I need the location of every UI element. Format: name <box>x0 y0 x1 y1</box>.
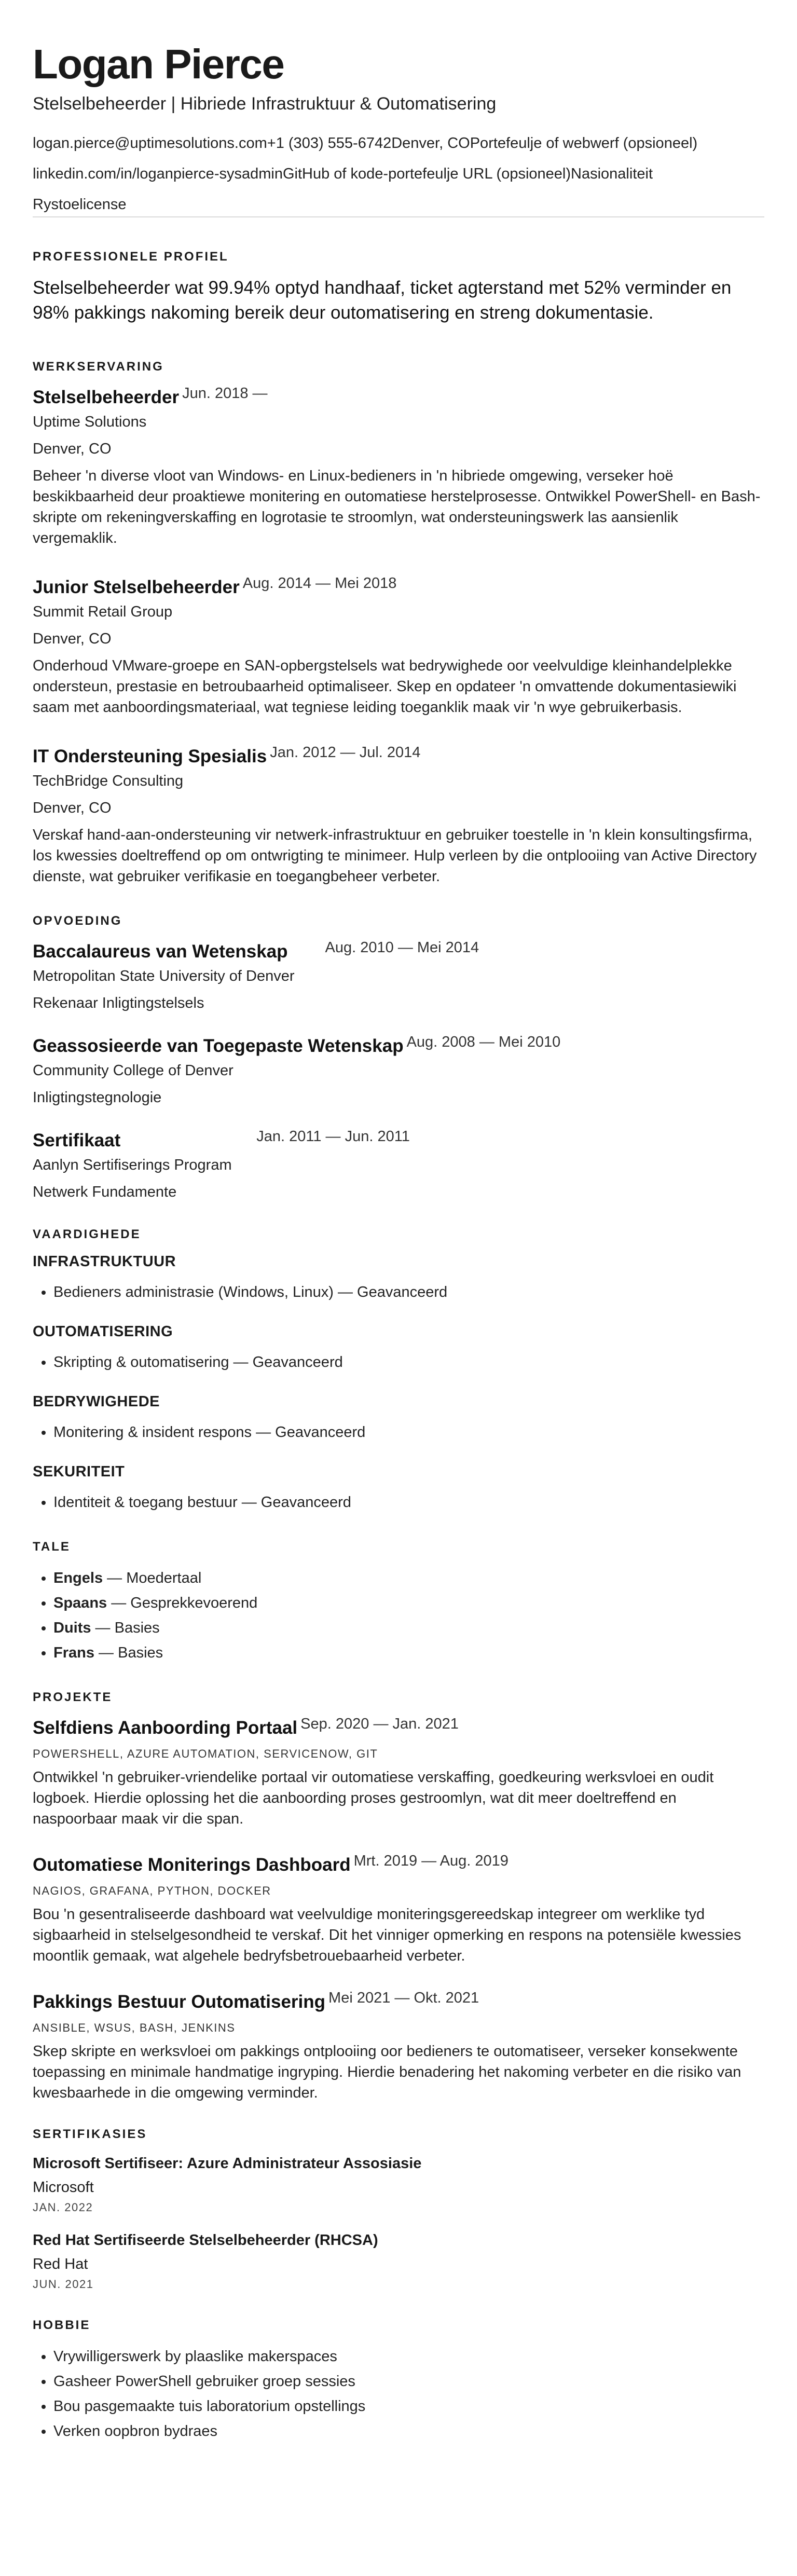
degree-title: Geassosieerde van Toegepaste Wetenskap <box>33 1036 404 1056</box>
section-title: HOBBIE <box>33 2318 91 2332</box>
section-title: OPVOEDING <box>33 914 122 928</box>
education-entry <box>33 940 764 1013</box>
section-title: WERKSERVARING <box>33 360 164 374</box>
job-company: Summit Retail Group <box>33 604 173 620</box>
hobby-item: • Vrywilligerswerk by plaaslike makerspaces <box>53 2344 764 2369</box>
degree-title: Baccalaureus van Wetenskap <box>33 941 288 962</box>
skills-section <box>33 1227 764 1515</box>
certification-name: Red Hat Sertifiseerde Stelselbeheerder (RHCSA) <box>33 2232 378 2249</box>
education-entry <box>33 1129 764 1202</box>
candidate-headline: Stelselbeheerder | Hibriede Infrastruktuur & Outomatisering <box>33 94 497 114</box>
job-company: Uptime Solutions <box>33 414 147 430</box>
language-level: — Basies <box>94 1645 163 1661</box>
profile-summary: Stelselbeheerder wat 99.94% optyd handhaaf, ticket agterstand met 52% verminder en 98% pakkings nakoming bereik deur outomatisering en streng dokumentasie. <box>33 278 732 323</box>
experience-section <box>33 360 764 887</box>
job-location: Denver, CO <box>33 800 112 816</box>
language-list <box>33 1566 764 1665</box>
project-tech: NAGIOS, GRAFANA, PYTHON, DOCKER <box>33 1884 271 1897</box>
skill-item: • Monitering & insident respons — Geavanceerd <box>53 1420 764 1445</box>
contact-github[interactable]: GitHub of kode-portefeulje URL (opsioneel) <box>282 166 571 182</box>
job-location: Denver, CO <box>33 441 112 457</box>
profile-section <box>33 250 764 325</box>
project-description: Bou 'n gesentraliseerde dashboard wat veelvuldige moniteringsgereedskap integreer om werklike tyd sigbaarheid in stelselgesondheid te verskaf. Dit het vinniger opmerking en respons na potensiële kwessies moontlik gemaak, wat algehele bedryfsbetrouebaarheid verbeter. <box>33 1906 741 1964</box>
certification-date: JUN. 2021 <box>33 2278 94 2291</box>
degree-field: Rekenaar Inligtingstelsels <box>33 995 204 1011</box>
language-item <box>53 1566 764 1591</box>
job-dates: Aug. 2014 — Mei 2018 <box>242 575 397 592</box>
job-dates: Jun. 2018 — <box>182 385 268 402</box>
skill-category: OUTOMATISERING <box>33 1323 173 1340</box>
section-title: PROFESSIONELE PROFIEL <box>33 250 229 264</box>
section-title: TALE <box>33 1540 71 1554</box>
projects-section <box>33 1690 764 2103</box>
section-title: PROJEKTE <box>33 1690 113 1704</box>
language-level: — Gesprekkevoerend <box>107 1595 258 1611</box>
resume-header <box>33 40 764 115</box>
language-item <box>53 1640 764 1665</box>
certification-issuer: Red Hat <box>33 2256 88 2272</box>
project-name: Outomatiese Moniterings Dashboard <box>33 1855 351 1875</box>
degree-dates: Aug. 2008 — Mei 2010 <box>406 1034 561 1050</box>
project-dates: Sep. 2020 — Jan. 2021 <box>300 1716 459 1732</box>
project-name: Selfdiens Aanboording Portaal <box>33 1718 298 1738</box>
contact-phone[interactable]: +1 (303) 555-6742 <box>267 135 392 152</box>
certifications-section <box>33 2127 764 2291</box>
job-location: Denver, CO <box>33 631 112 647</box>
language-name: Spaans <box>53 1595 107 1611</box>
language-item <box>53 1591 764 1615</box>
skill-item: • Skripting & outomatisering — Geavanceerd <box>53 1350 764 1375</box>
experience-entry <box>33 745 764 887</box>
degree-school: Metropolitan State University of Denver <box>33 968 295 984</box>
contact-email[interactable]: logan.pierce@uptimesolutions.com <box>33 135 267 152</box>
header-divider <box>33 216 764 217</box>
language-item <box>53 1615 764 1640</box>
skill-list <box>33 1280 764 1305</box>
degree-dates: Aug. 2010 — Mei 2014 <box>325 939 479 956</box>
project-tech: POWERSHELL, AZURE AUTOMATION, SERVICENOW, GIT <box>33 1747 378 1760</box>
job-description: Onderhoud VMware-groepe en SAN-opbergstelsels wat bedrywighede oor veelvuldige kleinhandelplekke ondersteun, prestasie en betroubaarheid optimaliseer. Skep en opdateer 'n omvattende dokumentasiewiki saam met aanboordingsmateriaal, wat tegniese leiding toeganklik maak vir 'n wye gebruikerbasis. <box>33 657 737 716</box>
section-title: SERTIFIKASIES <box>33 2127 147 2141</box>
project-tech: ANSIBLE, WSUS, BASH, JENKINS <box>33 2021 236 2034</box>
contact-row <box>33 163 764 184</box>
skill-item: • Bedieners administrasie (Windows, Linux) — Geavanceerd <box>53 1280 764 1305</box>
certification-entry <box>33 2153 764 2214</box>
project-dates: Mei 2021 — Okt. 2021 <box>328 1990 479 2006</box>
project-entry <box>33 1853 764 1966</box>
hobby-list <box>33 2344 764 2444</box>
project-dates: Mrt. 2019 — Aug. 2019 <box>353 1853 509 1869</box>
experience-entry <box>33 576 764 718</box>
degree-title: Sertifikaat <box>33 1130 121 1150</box>
languages-section <box>33 1540 764 1665</box>
skill-item: • Identiteit & toegang bestuur — Geavanceerd <box>53 1490 764 1515</box>
language-level: — Moedertaal <box>103 1570 202 1586</box>
skill-list <box>33 1490 764 1515</box>
degree-field: Netwerk Fundamente <box>33 1184 177 1200</box>
language-name: Engels <box>53 1570 103 1586</box>
certification-issuer: Microsoft <box>33 2179 94 2196</box>
degree-school: Aanlyn Sertifiserings Program <box>33 1157 232 1173</box>
certification-entry <box>33 2230 764 2291</box>
project-description: Skep skripte en werksvloei om pakkings ontplooiing oor bedieners te outomatiseer, verseker konsekwente toepassing en minimale handmatige ingryping. Hierdie benadering het nakoming verbeter en die risiko van kwesbaarhede in die omgewing verminder. <box>33 2043 741 2101</box>
job-description: Beheer 'n diverse vloot van Windows- en Linux-bedieners in 'n hibriede omgewing, verseker hoë beskikbaarheid deur proaktiewe monitering en outomatiese herstelprosesse. Ontwikkel PowerShell- en Bash-skripte om rekeningverskaffing en logrotasie te stroomlyn, wat ondersteuningswerk las aansienlik vergemaklik. <box>33 468 761 546</box>
contact-location: Denver, CO <box>391 135 470 152</box>
hobby-item: • Gasheer PowerShell gebruiker groep sessies <box>53 2369 764 2394</box>
hobby-item: • Verken oopbron bydraes <box>53 2419 764 2444</box>
degree-school: Community College of Denver <box>33 1062 233 1079</box>
section-title: VAARDIGHEDE <box>33 1227 141 1241</box>
skill-category: BEDRYWIGHEDE <box>33 1393 160 1410</box>
language-name: Frans <box>53 1645 94 1661</box>
contact-block <box>33 133 764 215</box>
language-level: — Basies <box>91 1620 160 1636</box>
project-entry <box>33 1716 764 1829</box>
contact-portfolio[interactable]: Portefeulje of webwerf (opsioneel) <box>470 135 698 152</box>
language-name: Duits <box>53 1620 91 1636</box>
skill-category: SEKURITEIT <box>33 1463 125 1480</box>
project-name: Pakkings Bestuur Outomatisering <box>33 1992 326 2012</box>
degree-field: Inligtingstegnologie <box>33 1089 162 1106</box>
skill-list <box>33 1350 764 1375</box>
contact-nationality: Nasionaliteit <box>571 166 653 182</box>
contact-linkedin[interactable]: linkedin.com/in/loganpierce-sysadmin <box>33 166 283 182</box>
certification-date: JAN. 2022 <box>33 2201 93 2214</box>
job-company: TechBridge Consulting <box>33 773 184 789</box>
contact-license: Rystoelicense <box>33 196 127 213</box>
job-description: Verskaf hand-aan-ondersteuning vir netwerk-infrastruktuur en gebruiker toestelle in 'n klein konsultingsfirma, los kwessies doeltreffend op om ontwrigting te minimeer. Hulp verleen by die ontplooiing van Active Directory dienste, wat gebruiker verifikasie en toegangbeheer verbeter. <box>33 827 757 885</box>
job-dates: Jan. 2012 — Jul. 2014 <box>270 744 421 761</box>
experience-entry <box>33 386 764 549</box>
contact-row <box>33 194 764 215</box>
hobbies-section <box>33 2318 764 2444</box>
job-role: Junior Stelselbeheerder <box>33 577 240 597</box>
job-role: IT Ondersteuning Spesialis <box>33 746 267 766</box>
hobby-item: • Bou pasgemaakte tuis laboratorium opstellings <box>53 2394 764 2419</box>
project-description: Ontwikkel 'n gebruiker-vriendelike portaal vir outomatiese verskaffing, goedkeuring werksvloei en oudit logboek. Hierdie oplossing het die aanboording proses gestroomlyn, wat dit meer doeltreffend en naspoorbaar maak vir die span. <box>33 1769 714 1827</box>
contact-row <box>33 133 764 154</box>
project-entry <box>33 1990 764 2103</box>
certification-name: Microsoft Sertifiseer: Azure Administrateur Assosiasie <box>33 2155 422 2172</box>
degree-dates: Jan. 2011 — Jun. 2011 <box>256 1128 410 1145</box>
candidate-name: Logan Pierce <box>33 41 284 87</box>
skill-list <box>33 1420 764 1445</box>
education-entry <box>33 1034 764 1108</box>
education-section <box>33 914 764 1202</box>
skill-category: INFRASTRUKTUUR <box>33 1253 176 1270</box>
job-role: Stelselbeheerder <box>33 387 180 407</box>
